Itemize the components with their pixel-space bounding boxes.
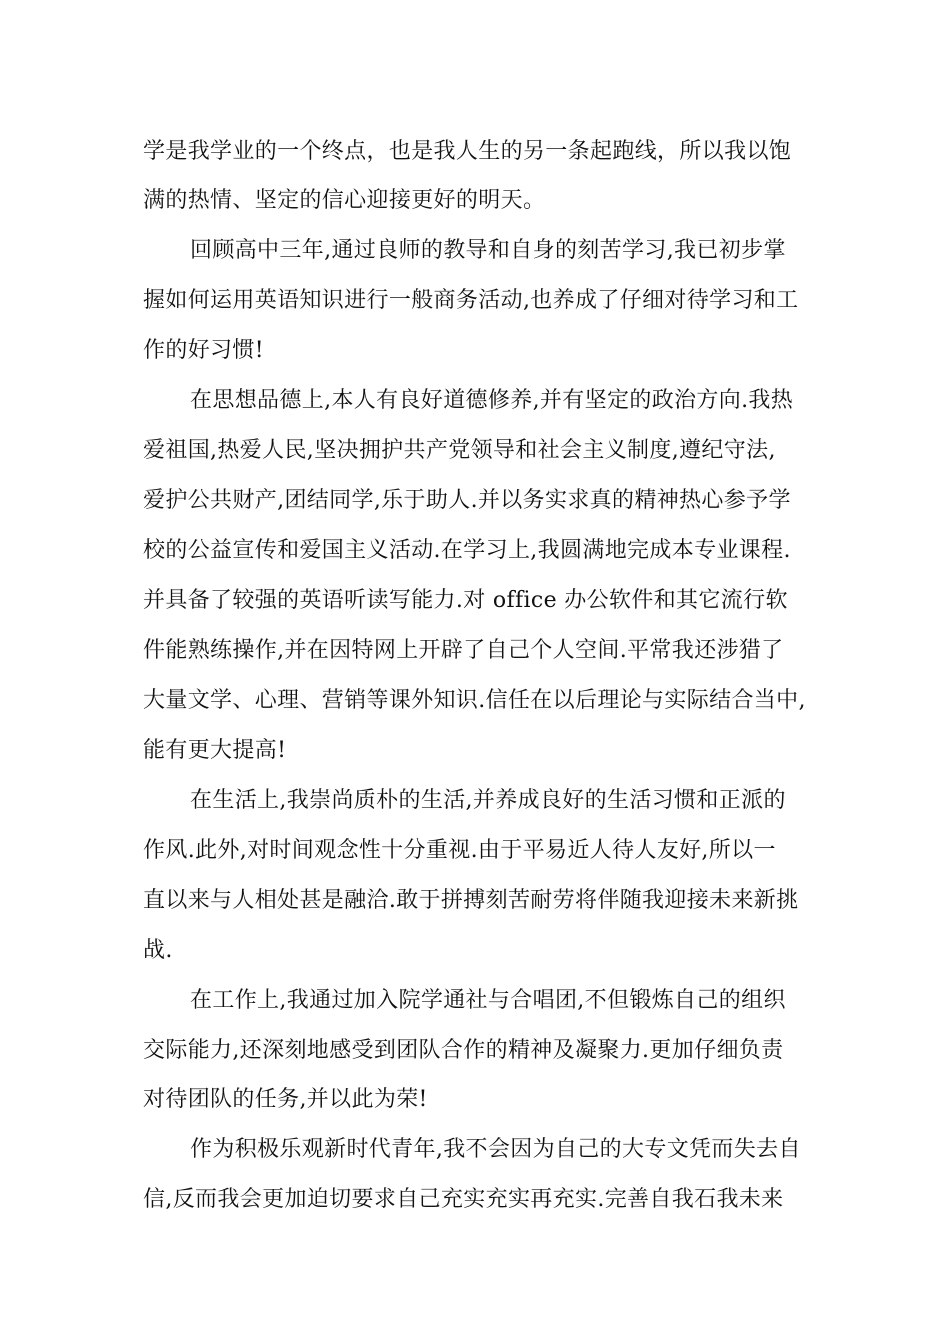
- paragraph-start-line: 在思想品德上,本人有良好道德修养,并有坚定的政治方向.我热: [190, 388, 794, 413]
- text-line: 件能熟练操作,并在因特网上开辟了自己个人空间.平常我还涉猎了: [143, 638, 784, 663]
- text-line: 校的公益宣传和爱国主义活动.在学习上,我圆满地完成本专业课程.: [143, 538, 791, 563]
- text-line: 能有更大提高!: [143, 738, 287, 763]
- text-line: 对待团队的任务,并以此为荣!: [143, 1087, 428, 1112]
- paragraph-start-line: 在工作上,我通过加入院学通社与合唱团,不但锻炼自己的组织: [190, 988, 786, 1013]
- text-line: 并具备了较强的英语听读写能力.对 office 办公软件和其它流行软: [143, 588, 788, 613]
- text-line: 大量文学、心理、营销等课外知识.信任在以后理论与实际结合当中,: [143, 688, 806, 713]
- text-line: 信,反而我会更加迫切要求自己充实充实再充实.完善自我石我未来: [143, 1187, 784, 1212]
- text-line: 学是我学业的一个终点，也是我人生的另一条起跑线，所以我以饱: [143, 139, 792, 164]
- text-line: 作风.此外,对时间观念性十分重视.由于平易近人待人友好,所以一: [143, 838, 776, 863]
- paragraph-start-line: 在生活上,我崇尚质朴的生活,并养成良好的生活习惯和正派的: [190, 788, 786, 813]
- text-line: 爱祖国,热爱人民,坚决拥护共产党领导和社会主义制度,遵纪守法,: [143, 438, 776, 463]
- text-line: 直以来与人相处甚是融洽.敢于拼搏刻苦耐劳将伴随我迎接未来新挑: [143, 888, 799, 913]
- text-line: 战.: [143, 938, 173, 963]
- text-line: 爱护公共财产,团结同学,乐于助人.并以务实求真的精神热心参予学: [143, 488, 791, 513]
- text-line: 交际能力,还深刻地感受到团队合作的精神及凝聚力.更加仔细负责: [143, 1038, 784, 1063]
- text-line: 作的好习惯!: [143, 338, 264, 363]
- paragraph-start-line: 回顾高中三年,通过良师的教导和自身的刻苦学习,我已初步掌: [190, 238, 786, 263]
- text-line: 满的热情、坚定的信心迎接更好的明天。: [143, 188, 546, 213]
- text-line: 握如何运用英语知识进行一般商务活动,也养成了仔细对待学习和工: [143, 288, 799, 313]
- paragraph-start-line: 作为积极乐观新时代青年,我不会因为自己的大专文凭而失去自: [190, 1137, 801, 1162]
